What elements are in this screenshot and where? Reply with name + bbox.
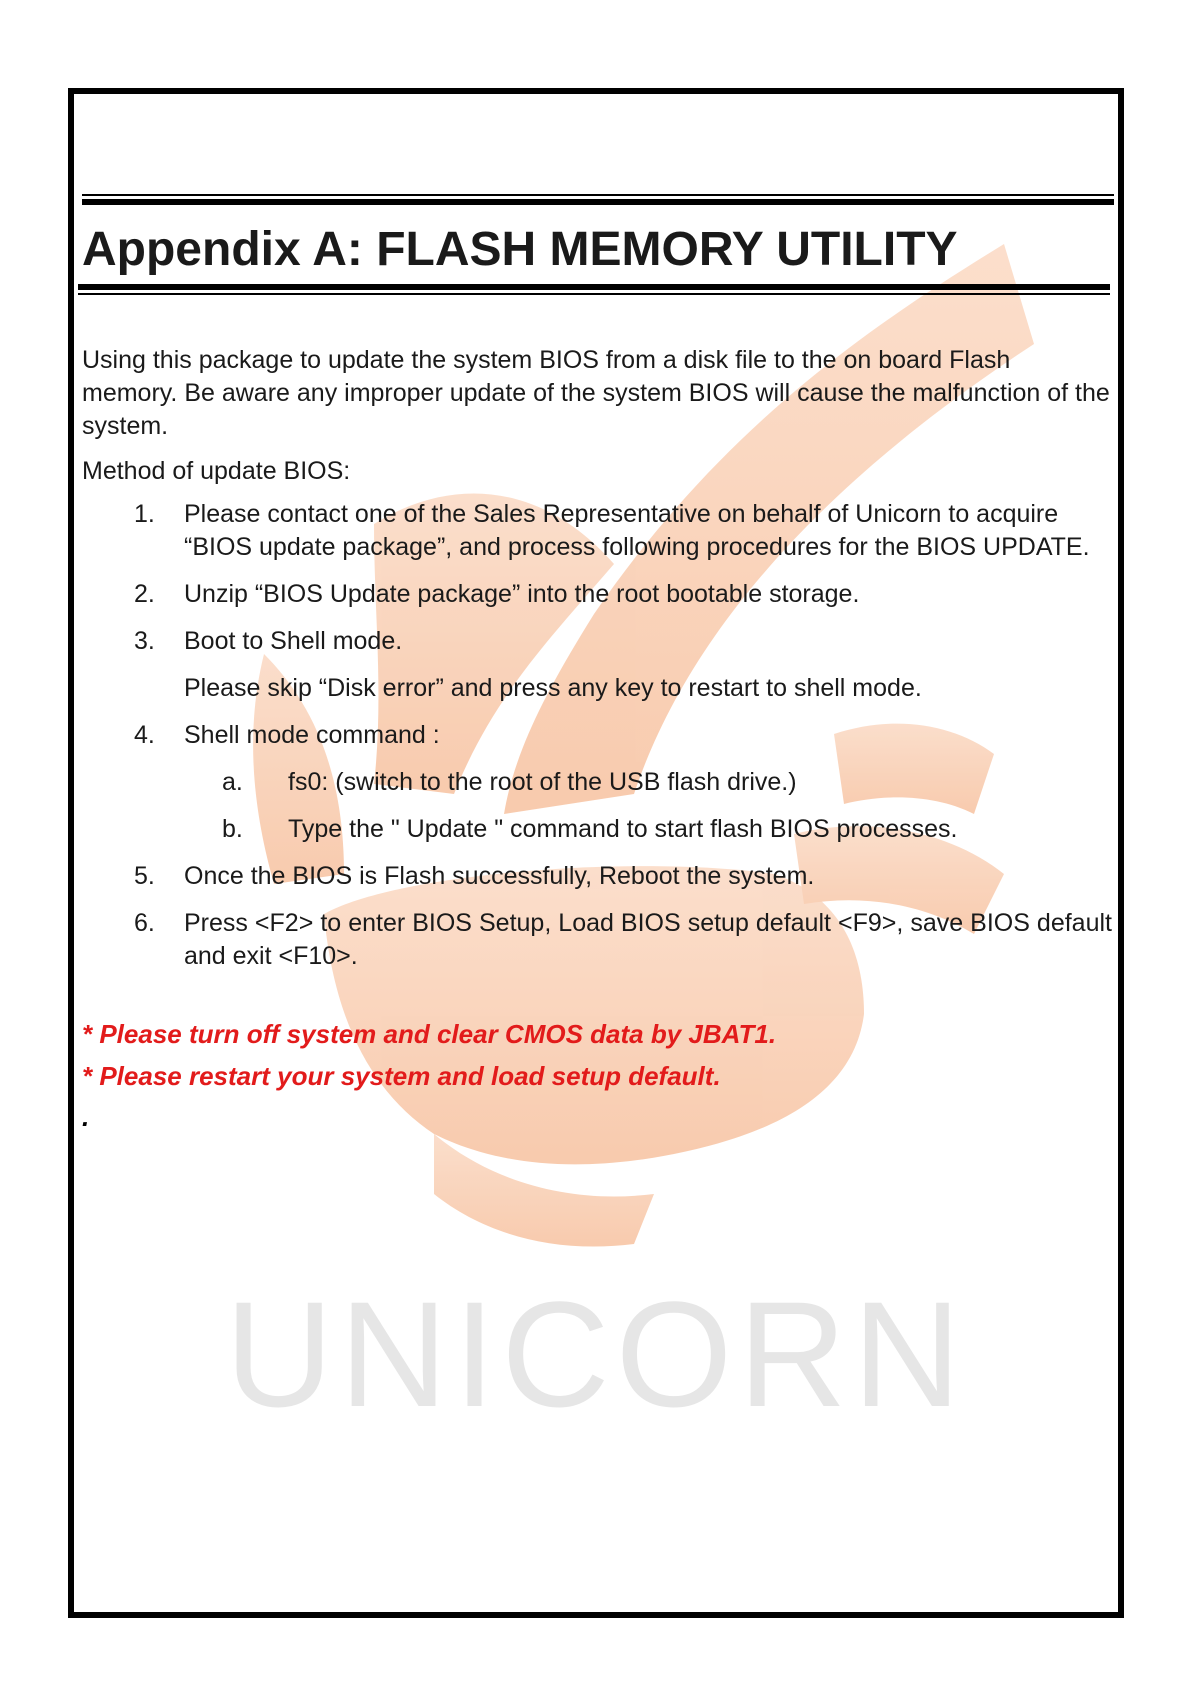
- list-item: [184, 766, 1112, 799]
- trailing-mark: .: [82, 1102, 90, 1132]
- substep-text: fs0: (switch to the root of the USB flash drive.): [288, 768, 797, 796]
- step-text: Please contact one of the Sales Representative on behalf of Unicorn to acquire “BIOS update package”, and process following procedures for the BIOS UPDATE.: [184, 500, 1090, 561]
- list-item: [82, 578, 1112, 611]
- intro-paragraph: Using this package to update the system BIOS from a disk file to the on board Flash memory. Be aware any improper update of the system BIOS will cause the malfunction of the system.: [82, 346, 1110, 440]
- step-number: 5.: [134, 862, 155, 890]
- list-item: [82, 907, 1112, 973]
- step-number: 2.: [134, 580, 155, 608]
- document-body: [82, 344, 1112, 1134]
- watermark-text: UNICORN: [225, 1270, 967, 1438]
- steps-list: [82, 498, 1112, 973]
- step-number: 6.: [134, 909, 155, 937]
- substep-letter: a.: [222, 768, 243, 796]
- warning-note: * Please turn off system and clear CMOS data by JBAT1.: [82, 1019, 777, 1049]
- substeps-list: [184, 766, 1112, 846]
- step-text: Press <F2> to enter BIOS Setup, Load BIOS setup default <F9>, save BIOS default and exit <F10>.: [184, 909, 1112, 970]
- step-number: 1.: [134, 500, 155, 528]
- step-text: Shell mode command :: [184, 721, 440, 749]
- substep-letter: b.: [222, 815, 243, 843]
- list-item: [82, 860, 1112, 893]
- list-item: [82, 498, 1112, 564]
- page-frame: [68, 88, 1124, 1618]
- step-note: Please skip “Disk error” and press any key to restart to shell mode.: [184, 674, 922, 702]
- warning-note: * Please restart your system and load setup default.: [82, 1061, 721, 1091]
- step-text: Once the BIOS is Flash successfully, Reboot the system.: [184, 862, 815, 890]
- warning-notes: [82, 1017, 1112, 1093]
- list-item: [82, 719, 1112, 846]
- step-text: Boot to Shell mode.: [184, 627, 403, 655]
- step-number: 3.: [134, 627, 155, 655]
- step-number: 4.: [134, 721, 155, 749]
- heading-double-rule: [78, 284, 1110, 296]
- list-item: [184, 813, 1112, 846]
- step-text: Unzip “BIOS Update package” into the root bootable storage.: [184, 580, 860, 608]
- method-label: Method of update BIOS:: [82, 457, 351, 485]
- page-title: Appendix A: FLASH MEMORY UTILITY: [82, 223, 958, 276]
- list-item: [82, 625, 1112, 705]
- top-double-rule: [82, 194, 1114, 208]
- substep-text: Type the " Update " command to start flash BIOS processes.: [288, 815, 958, 843]
